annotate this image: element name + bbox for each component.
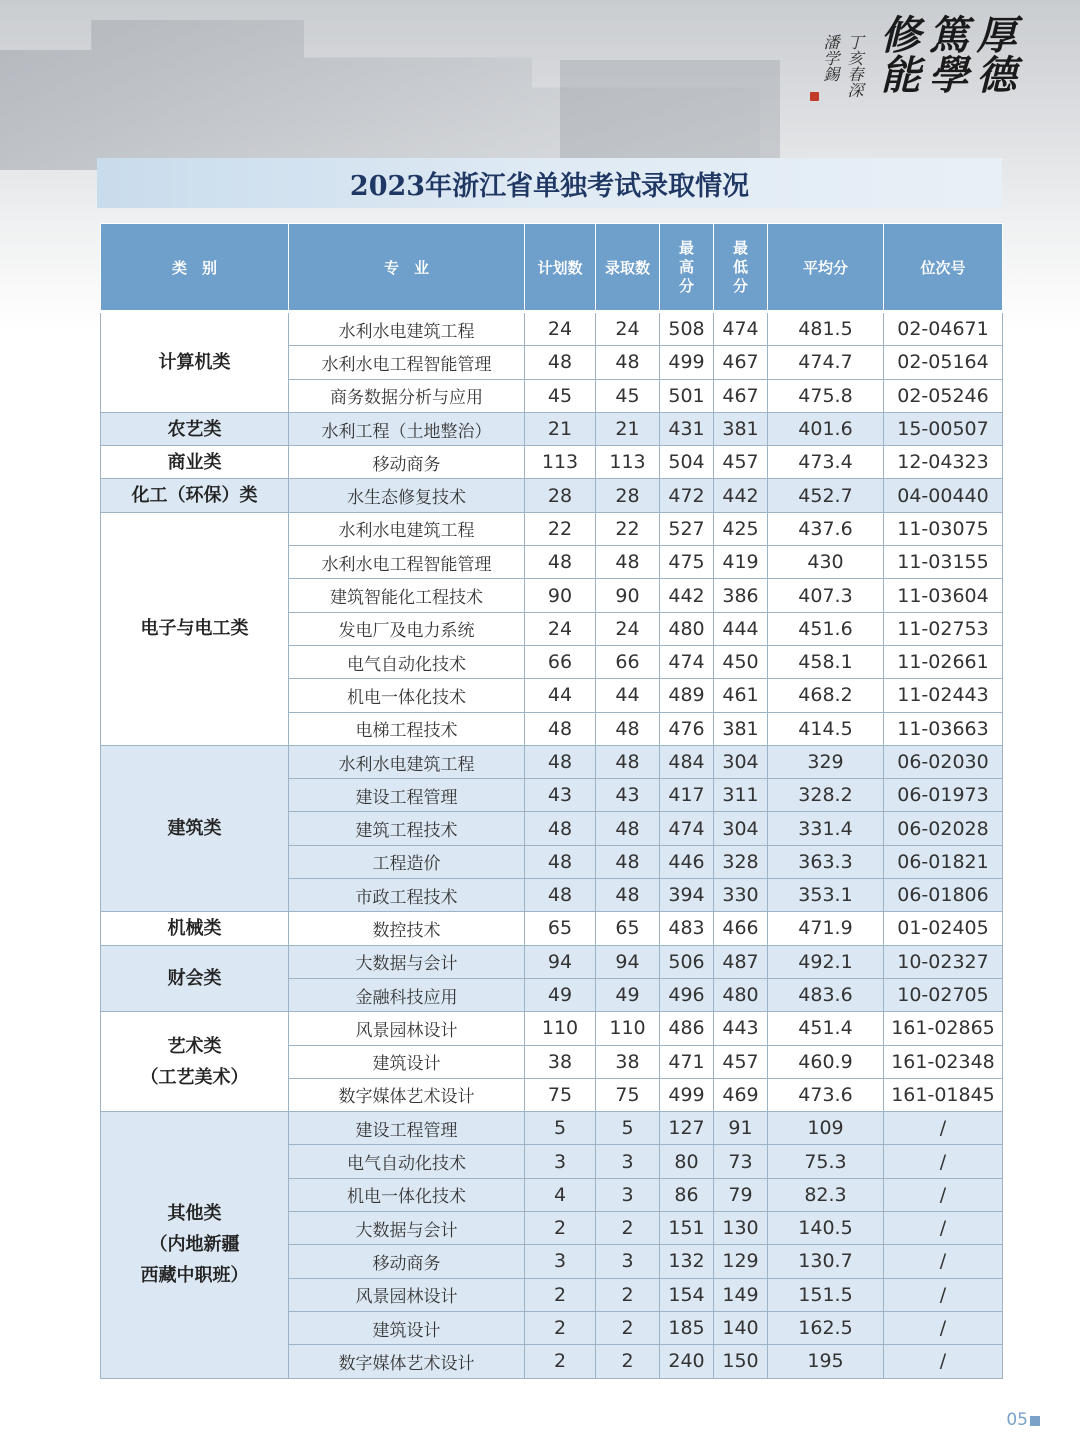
plan-count-cell: 2: [525, 1311, 596, 1344]
min-score-cell: 130: [714, 1212, 768, 1245]
rank-number-cell: 11-02661: [884, 645, 1003, 678]
plan-count-cell: 48: [525, 812, 596, 845]
rank-number-cell: 10-02327: [884, 945, 1003, 978]
major-cell: 金融科技应用: [289, 978, 525, 1011]
max-score-cell: 154: [660, 1278, 714, 1311]
rank-number-cell: /: [884, 1278, 1003, 1311]
category-cell: 化工（环保）类: [101, 479, 289, 512]
rank-number-cell: 11-03155: [884, 546, 1003, 579]
rank-number-cell: 01-02405: [884, 912, 1003, 945]
max-score-cell: 499: [660, 1078, 714, 1111]
rank-number-cell: 161-02865: [884, 1012, 1003, 1045]
max-score-cell: 483: [660, 912, 714, 945]
table-row: [101, 745, 1003, 778]
major-cell: 风景园林设计: [289, 1278, 525, 1311]
plan-count-cell: 22: [525, 512, 596, 545]
plan-count-cell: 24: [525, 612, 596, 645]
major-cell: 数控技术: [289, 912, 525, 945]
category-cell: 建筑类: [101, 745, 289, 911]
category-cell: 财会类: [101, 945, 289, 1012]
rank-number-cell: 02-05164: [884, 346, 1003, 379]
category-cell: 电子与电工类: [101, 512, 289, 745]
max-score-cell: 394: [660, 879, 714, 912]
avg-score-cell: 483.6: [768, 978, 884, 1011]
avg-score-cell: 401.6: [768, 412, 884, 445]
admitted-count-cell: 110: [596, 1012, 660, 1045]
min-score-cell: 311: [714, 779, 768, 812]
avg-score-cell: 407.3: [768, 579, 884, 612]
rank-number-cell: 02-04671: [884, 312, 1003, 346]
avg-score-cell: 475.8: [768, 379, 884, 412]
admitted-count-cell: 94: [596, 945, 660, 978]
admitted-count-cell: 48: [596, 346, 660, 379]
min-score-cell: 457: [714, 1045, 768, 1078]
header-max-label: 最高分: [678, 238, 694, 295]
header-plan: 计划数: [525, 224, 596, 312]
max-score-cell: 185: [660, 1311, 714, 1344]
major-cell: 建筑工程技术: [289, 812, 525, 845]
admitted-count-cell: 48: [596, 745, 660, 778]
min-score-cell: 304: [714, 745, 768, 778]
major-cell: 水生态修复技术: [289, 479, 525, 512]
avg-score-cell: 109: [768, 1112, 884, 1145]
min-score-cell: 79: [714, 1178, 768, 1211]
rank-number-cell: 15-00507: [884, 412, 1003, 445]
min-score-cell: 150: [714, 1345, 768, 1378]
rank-number-cell: /: [884, 1178, 1003, 1211]
max-score-cell: 496: [660, 978, 714, 1011]
rank-number-cell: 161-01845: [884, 1078, 1003, 1111]
motto-char: 篤學: [922, 14, 969, 94]
max-score-cell: 486: [660, 1012, 714, 1045]
avg-score-cell: 363.3: [768, 845, 884, 878]
category-cell: 商业类: [101, 446, 289, 479]
max-score-cell: 240: [660, 1345, 714, 1378]
inscription-text: 丁亥春深: [845, 34, 864, 98]
admitted-count-cell: 43: [596, 779, 660, 812]
major-cell: 市政工程技术: [289, 879, 525, 912]
plan-count-cell: 3: [525, 1145, 596, 1178]
red-seal-icon: [810, 92, 819, 101]
inscription-text: 潘学錫: [821, 34, 840, 82]
page-marker-icon: [1030, 1416, 1040, 1426]
plan-count-cell: 5: [525, 1112, 596, 1145]
plan-count-cell: 110: [525, 1012, 596, 1045]
major-cell: 风景园林设计: [289, 1012, 525, 1045]
category-cell: 农艺类: [101, 412, 289, 445]
min-score-cell: 304: [714, 812, 768, 845]
major-cell: 水利水电建筑工程: [289, 745, 525, 778]
major-cell: 数字媒体艺术设计: [289, 1078, 525, 1111]
admitted-count-cell: 3: [596, 1145, 660, 1178]
rank-number-cell: 06-02028: [884, 812, 1003, 845]
major-cell: 移动商务: [289, 1245, 525, 1278]
min-score-cell: 466: [714, 912, 768, 945]
plan-count-cell: 90: [525, 579, 596, 612]
rank-number-cell: /: [884, 1311, 1003, 1344]
rank-number-cell: 10-02705: [884, 978, 1003, 1011]
plan-count-cell: 2: [525, 1212, 596, 1245]
min-score-cell: 73: [714, 1145, 768, 1178]
avg-score-cell: 468.2: [768, 679, 884, 712]
plan-count-cell: 48: [525, 845, 596, 878]
admitted-count-cell: 24: [596, 312, 660, 346]
max-score-cell: 484: [660, 745, 714, 778]
plan-count-cell: 48: [525, 546, 596, 579]
admitted-count-cell: 24: [596, 612, 660, 645]
avg-score-cell: 473.4: [768, 446, 884, 479]
min-score-cell: 444: [714, 612, 768, 645]
major-cell: 水利工程（土地整治）: [289, 412, 525, 445]
max-score-cell: 476: [660, 712, 714, 745]
table-row: [101, 1112, 1003, 1145]
table-row: [101, 312, 1003, 346]
admitted-count-cell: 5: [596, 1112, 660, 1145]
plan-count-cell: 113: [525, 446, 596, 479]
plan-count-cell: 48: [525, 712, 596, 745]
plan-count-cell: 49: [525, 978, 596, 1011]
motto-char: 厚德: [970, 14, 1017, 94]
major-cell: 水利水电工程智能管理: [289, 346, 525, 379]
max-score-cell: 474: [660, 812, 714, 845]
major-cell: 建筑设计: [289, 1045, 525, 1078]
motto-column-1: [970, 14, 1017, 104]
plan-count-cell: 2: [525, 1345, 596, 1378]
min-score-cell: 461: [714, 679, 768, 712]
admitted-count-cell: 2: [596, 1311, 660, 1344]
min-score-cell: 129: [714, 1245, 768, 1278]
admitted-count-cell: 48: [596, 712, 660, 745]
major-cell: 机电一体化技术: [289, 1178, 525, 1211]
avg-score-cell: 481.5: [768, 312, 884, 346]
table-header-row: [101, 224, 1003, 312]
motto-column-3: [874, 14, 921, 104]
rank-number-cell: /: [884, 1112, 1003, 1145]
rank-number-cell: /: [884, 1245, 1003, 1278]
page-title: 2023年浙江省单独考试录取情况: [349, 170, 750, 202]
admitted-count-cell: 28: [596, 479, 660, 512]
table-row: [101, 1012, 1003, 1045]
table-row: [101, 512, 1003, 545]
min-score-cell: 381: [714, 412, 768, 445]
rank-number-cell: 06-01806: [884, 879, 1003, 912]
plan-count-cell: 4: [525, 1178, 596, 1211]
max-score-cell: 499: [660, 346, 714, 379]
max-score-cell: 472: [660, 479, 714, 512]
rank-number-cell: 11-03075: [884, 512, 1003, 545]
admitted-count-cell: 113: [596, 446, 660, 479]
max-score-cell: 127: [660, 1112, 714, 1145]
rank-number-cell: 06-01821: [884, 845, 1003, 878]
min-score-cell: 330: [714, 879, 768, 912]
max-score-cell: 480: [660, 612, 714, 645]
rank-number-cell: 12-04323: [884, 446, 1003, 479]
plan-count-cell: 48: [525, 745, 596, 778]
major-cell: 建筑智能化工程技术: [289, 579, 525, 612]
avg-score-cell: 329: [768, 745, 884, 778]
avg-score-cell: 82.3: [768, 1178, 884, 1211]
avg-score-cell: 452.7: [768, 479, 884, 512]
title-bar: [97, 158, 1002, 208]
min-score-cell: 91: [714, 1112, 768, 1145]
motto-column-2: [922, 14, 969, 104]
avg-score-cell: 451.4: [768, 1012, 884, 1045]
inscription-column-1: [844, 34, 864, 102]
admitted-count-cell: 90: [596, 579, 660, 612]
avg-score-cell: 75.3: [768, 1145, 884, 1178]
plan-count-cell: 21: [525, 412, 596, 445]
admitted-count-cell: 48: [596, 812, 660, 845]
min-score-cell: 467: [714, 379, 768, 412]
major-cell: 水利水电工程智能管理: [289, 546, 525, 579]
inscription-column-2: [820, 34, 840, 86]
rank-number-cell: 06-02030: [884, 745, 1003, 778]
avg-score-cell: 353.1: [768, 879, 884, 912]
major-cell: 大数据与会计: [289, 945, 525, 978]
min-score-cell: 457: [714, 446, 768, 479]
rank-number-cell: /: [884, 1145, 1003, 1178]
admitted-count-cell: 2: [596, 1212, 660, 1245]
admitted-count-cell: 3: [596, 1245, 660, 1278]
avg-score-cell: 437.6: [768, 512, 884, 545]
min-score-cell: 381: [714, 712, 768, 745]
header-avg: 平均分: [768, 224, 884, 312]
plan-count-cell: 28: [525, 479, 596, 512]
max-score-cell: 474: [660, 645, 714, 678]
admitted-count-cell: 2: [596, 1345, 660, 1378]
avg-score-cell: 331.4: [768, 812, 884, 845]
plan-count-cell: 94: [525, 945, 596, 978]
admitted-count-cell: 49: [596, 978, 660, 1011]
major-cell: 建设工程管理: [289, 779, 525, 812]
plan-count-cell: 2: [525, 1278, 596, 1311]
major-cell: 商务数据分析与应用: [289, 379, 525, 412]
max-score-cell: 80: [660, 1145, 714, 1178]
max-score-cell: 506: [660, 945, 714, 978]
avg-score-cell: 460.9: [768, 1045, 884, 1078]
background-building-2: [560, 60, 780, 170]
min-score-cell: 443: [714, 1012, 768, 1045]
max-score-cell: 132: [660, 1245, 714, 1278]
admitted-count-cell: 21: [596, 412, 660, 445]
header-admitted: 录取数: [596, 224, 660, 312]
max-score-cell: 431: [660, 412, 714, 445]
plan-count-cell: 43: [525, 779, 596, 812]
max-score-cell: 504: [660, 446, 714, 479]
table-row: [101, 912, 1003, 945]
header-rank: 位次号: [884, 224, 1003, 312]
max-score-cell: 489: [660, 679, 714, 712]
major-cell: 建设工程管理: [289, 1112, 525, 1145]
plan-count-cell: 38: [525, 1045, 596, 1078]
table-row: [101, 446, 1003, 479]
header-major: 专 业: [289, 224, 525, 312]
plan-count-cell: 24: [525, 312, 596, 346]
admitted-count-cell: 65: [596, 912, 660, 945]
rank-number-cell: 161-02348: [884, 1045, 1003, 1078]
admitted-count-cell: 38: [596, 1045, 660, 1078]
min-score-cell: 467: [714, 346, 768, 379]
admitted-count-cell: 48: [596, 546, 660, 579]
admitted-count-cell: 2: [596, 1278, 660, 1311]
rank-number-cell: /: [884, 1345, 1003, 1378]
header-min: [714, 224, 768, 312]
plan-count-cell: 48: [525, 346, 596, 379]
category-cell: 机械类: [101, 912, 289, 945]
plan-count-cell: 65: [525, 912, 596, 945]
avg-score-cell: 473.6: [768, 1078, 884, 1111]
rank-number-cell: 11-03663: [884, 712, 1003, 745]
max-score-cell: 471: [660, 1045, 714, 1078]
max-score-cell: 501: [660, 379, 714, 412]
avg-score-cell: 430: [768, 546, 884, 579]
header-min-label: 最低分: [732, 238, 748, 295]
avg-score-cell: 328.2: [768, 779, 884, 812]
avg-score-cell: 492.1: [768, 945, 884, 978]
plan-count-cell: 66: [525, 645, 596, 678]
rank-number-cell: 02-05246: [884, 379, 1003, 412]
plan-count-cell: 3: [525, 1245, 596, 1278]
rank-number-cell: /: [884, 1212, 1003, 1245]
major-cell: 数字媒体艺术设计: [289, 1345, 525, 1378]
min-score-cell: 328: [714, 845, 768, 878]
table-row: [101, 945, 1003, 978]
min-score-cell: 149: [714, 1278, 768, 1311]
avg-score-cell: 451.6: [768, 612, 884, 645]
admission-table: [100, 223, 1003, 1379]
admitted-count-cell: 48: [596, 845, 660, 878]
page-number: [1006, 1410, 1040, 1430]
calligraphy-motto: [810, 14, 1020, 114]
min-score-cell: 140: [714, 1311, 768, 1344]
plan-count-cell: 75: [525, 1078, 596, 1111]
major-cell: 发电厂及电力系统: [289, 612, 525, 645]
avg-score-cell: 130.7: [768, 1245, 884, 1278]
admitted-count-cell: 48: [596, 879, 660, 912]
plan-count-cell: 45: [525, 379, 596, 412]
admitted-count-cell: 75: [596, 1078, 660, 1111]
admitted-count-cell: 44: [596, 679, 660, 712]
max-score-cell: 527: [660, 512, 714, 545]
min-score-cell: 450: [714, 645, 768, 678]
rank-number-cell: 11-02753: [884, 612, 1003, 645]
header-max: [660, 224, 714, 312]
category-cell: 计算机类: [101, 312, 289, 413]
category-cell: 其他类 （内地新疆 西藏中职班）: [101, 1112, 289, 1378]
page-number-text: 05: [1006, 1410, 1028, 1430]
major-cell: 工程造价: [289, 845, 525, 878]
max-score-cell: 475: [660, 546, 714, 579]
avg-score-cell: 458.1: [768, 645, 884, 678]
major-cell: 大数据与会计: [289, 1212, 525, 1245]
max-score-cell: 442: [660, 579, 714, 612]
avg-score-cell: 471.9: [768, 912, 884, 945]
avg-score-cell: 162.5: [768, 1311, 884, 1344]
major-cell: 移动商务: [289, 446, 525, 479]
category-cell: 艺术类 （工艺美术）: [101, 1012, 289, 1112]
admitted-count-cell: 45: [596, 379, 660, 412]
motto-char: 修能: [874, 14, 921, 94]
avg-score-cell: 195: [768, 1345, 884, 1378]
avg-score-cell: 140.5: [768, 1212, 884, 1245]
avg-score-cell: 474.7: [768, 346, 884, 379]
rank-number-cell: 06-01973: [884, 779, 1003, 812]
major-cell: 电梯工程技术: [289, 712, 525, 745]
major-cell: 建筑设计: [289, 1311, 525, 1344]
max-score-cell: 151: [660, 1212, 714, 1245]
min-score-cell: 386: [714, 579, 768, 612]
avg-score-cell: 151.5: [768, 1278, 884, 1311]
avg-score-cell: 414.5: [768, 712, 884, 745]
plan-count-cell: 44: [525, 679, 596, 712]
admitted-count-cell: 66: [596, 645, 660, 678]
major-cell: 水利水电建筑工程: [289, 312, 525, 346]
major-cell: 电气自动化技术: [289, 645, 525, 678]
min-score-cell: 442: [714, 479, 768, 512]
min-score-cell: 474: [714, 312, 768, 346]
major-cell: 机电一体化技术: [289, 679, 525, 712]
min-score-cell: 425: [714, 512, 768, 545]
major-cell: 电气自动化技术: [289, 1145, 525, 1178]
admitted-count-cell: 3: [596, 1178, 660, 1211]
header-category: 类 别: [101, 224, 289, 312]
plan-count-cell: 48: [525, 879, 596, 912]
min-score-cell: 419: [714, 546, 768, 579]
rank-number-cell: 04-00440: [884, 479, 1003, 512]
min-score-cell: 469: [714, 1078, 768, 1111]
table-row: [101, 479, 1003, 512]
max-score-cell: 446: [660, 845, 714, 878]
min-score-cell: 480: [714, 978, 768, 1011]
max-score-cell: 508: [660, 312, 714, 346]
rank-number-cell: 11-03604: [884, 579, 1003, 612]
min-score-cell: 487: [714, 945, 768, 978]
rank-number-cell: 11-02443: [884, 679, 1003, 712]
table-row: [101, 412, 1003, 445]
max-score-cell: 417: [660, 779, 714, 812]
admitted-count-cell: 22: [596, 512, 660, 545]
major-cell: 水利水电建筑工程: [289, 512, 525, 545]
max-score-cell: 86: [660, 1178, 714, 1211]
